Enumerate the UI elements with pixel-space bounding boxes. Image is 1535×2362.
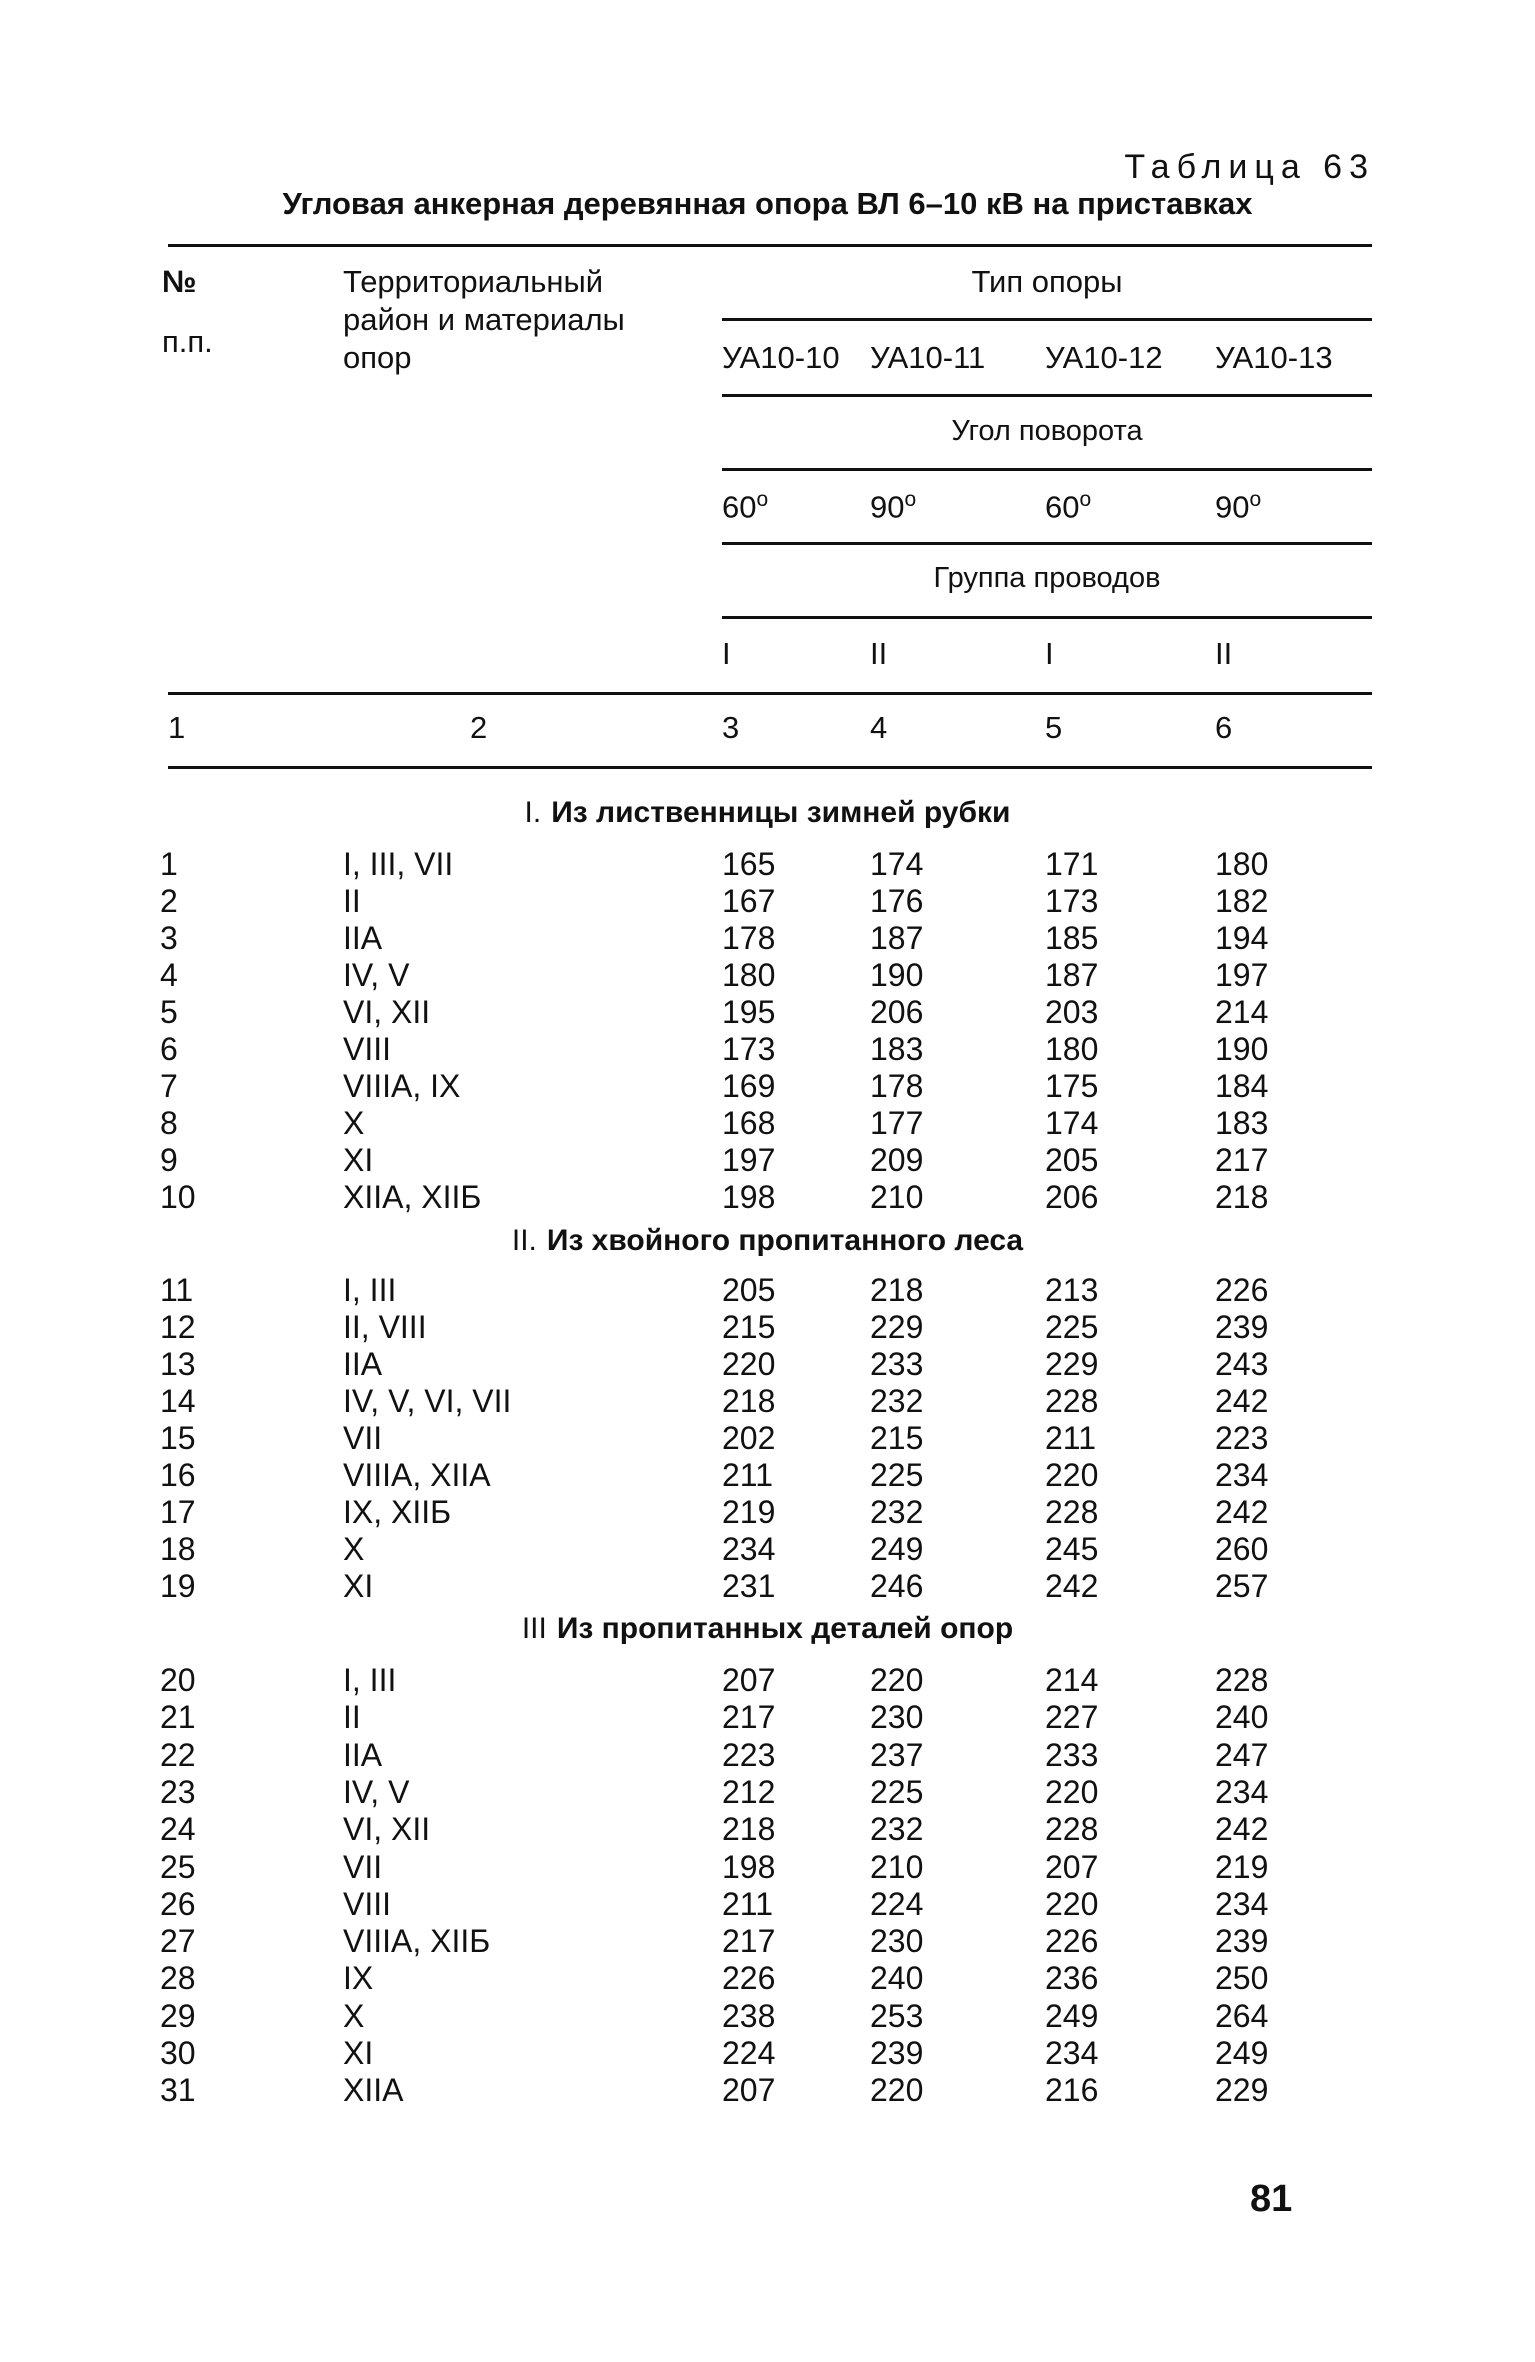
value-cell: 167 xyxy=(722,883,776,919)
district-cell: IV, V xyxy=(343,957,410,993)
row-number: 9 xyxy=(160,1142,178,1178)
value-cell: 215 xyxy=(870,1420,924,1456)
value-cell: 171 xyxy=(1045,846,1099,882)
value-cell: 229 xyxy=(1215,2072,1269,2108)
section-title: Из хвойного пропитанного леса xyxy=(546,1224,1024,1257)
value-cell: 168 xyxy=(722,1105,776,1141)
value-cell: 207 xyxy=(722,1662,776,1698)
value-cell: 250 xyxy=(1215,1960,1269,1996)
turn-angle-cell xyxy=(870,488,916,525)
header-district-line2: район и материалы xyxy=(343,302,625,337)
row-number: 10 xyxy=(160,1179,196,1215)
support-type-label: УА10-10 xyxy=(722,340,840,375)
value-cell: 239 xyxy=(870,2035,924,2071)
value-cell: 210 xyxy=(870,1179,924,1215)
value-cell: 257 xyxy=(1215,1568,1269,1604)
value-cell: 210 xyxy=(870,1849,924,1885)
value-cell: 195 xyxy=(722,994,776,1030)
value-cell: 183 xyxy=(1215,1105,1269,1141)
support-type-label: УА10-11 xyxy=(870,340,986,375)
district-cell: XI xyxy=(343,2035,374,2071)
district-cell: XI xyxy=(343,1568,374,1604)
rule-colnum-bottom xyxy=(168,766,1372,769)
header-no-pp: п.п. xyxy=(162,324,213,359)
value-cell: 213 xyxy=(1045,1272,1099,1308)
district-cell: IIA xyxy=(343,1346,383,1382)
support-type-label: УА10-13 xyxy=(1215,340,1333,375)
value-cell: 206 xyxy=(1045,1179,1099,1215)
row-number: 2 xyxy=(160,883,178,919)
turn-angle-value: 90 xyxy=(1215,489,1250,525)
rule-type-under xyxy=(722,318,1372,321)
value-cell: 182 xyxy=(1215,883,1269,919)
value-cell: 234 xyxy=(1045,2035,1099,2071)
row-number: 15 xyxy=(160,1420,196,1456)
rule-types-under xyxy=(722,394,1372,397)
value-cell: 239 xyxy=(1215,1309,1269,1345)
row-number: 23 xyxy=(160,1774,196,1810)
row-number: 13 xyxy=(160,1346,196,1382)
row-number: 11 xyxy=(160,1272,194,1308)
value-cell: 211 xyxy=(722,1886,774,1922)
value-cell: 174 xyxy=(870,846,924,882)
header-turn-angle: Угол поворота xyxy=(951,415,1143,447)
district-cell: IV, V xyxy=(343,1774,410,1810)
district-cell: XIIA xyxy=(343,2072,404,2108)
row-number: 21 xyxy=(160,1699,196,1735)
value-cell: 205 xyxy=(1045,1142,1099,1178)
value-cell: 187 xyxy=(1045,957,1099,993)
district-cell: II xyxy=(343,883,361,919)
district-cell: VIII xyxy=(343,1886,392,1922)
district-cell: VI, XII xyxy=(343,994,431,1030)
value-cell: 211 xyxy=(1045,1420,1097,1456)
value-cell: 177 xyxy=(870,1105,924,1141)
row-number: 3 xyxy=(160,920,178,956)
value-cell: 183 xyxy=(870,1031,924,1067)
value-cell: 228 xyxy=(1045,1494,1099,1530)
wire-group-label: I xyxy=(722,636,731,671)
value-cell: 219 xyxy=(1215,1849,1269,1885)
value-cell: 245 xyxy=(1045,1531,1099,1567)
row-number: 14 xyxy=(160,1383,196,1419)
section-heading xyxy=(0,1224,1535,1258)
value-cell: 185 xyxy=(1045,920,1099,956)
value-cell: 212 xyxy=(722,1774,776,1810)
row-number: 1 xyxy=(160,846,178,882)
degree-mark: o xyxy=(1079,488,1092,511)
turn-angle-cell xyxy=(1045,488,1091,525)
row-number: 28 xyxy=(160,1960,196,1996)
column-number: 6 xyxy=(1215,710,1233,745)
district-cell: X xyxy=(343,1998,365,2034)
value-cell: 219 xyxy=(722,1494,776,1530)
value-cell: 218 xyxy=(1215,1179,1269,1215)
column-number: 5 xyxy=(1045,710,1063,745)
value-cell: 229 xyxy=(1045,1346,1099,1382)
table-caption: Таблица 63 xyxy=(1124,148,1375,186)
column-number: 1 xyxy=(168,710,186,745)
value-cell: 215 xyxy=(722,1309,776,1345)
header-support-type: Тип опоры xyxy=(971,264,1123,299)
value-cell: 220 xyxy=(870,1662,924,1698)
value-cell: 234 xyxy=(722,1531,776,1567)
value-cell: 197 xyxy=(1215,957,1269,993)
page-number: 81 xyxy=(1250,2178,1293,2220)
district-cell: XI xyxy=(343,1142,374,1178)
value-cell: 234 xyxy=(1215,1774,1269,1810)
value-cell: 197 xyxy=(722,1142,776,1178)
value-cell: 223 xyxy=(722,1737,776,1773)
row-number: 5 xyxy=(160,994,178,1030)
value-cell: 249 xyxy=(870,1531,924,1567)
row-number: 29 xyxy=(160,1998,196,2034)
column-number: 3 xyxy=(722,710,740,745)
row-number: 27 xyxy=(160,1923,196,1959)
value-cell: 202 xyxy=(722,1420,776,1456)
value-cell: 225 xyxy=(1045,1309,1099,1345)
row-number: 31 xyxy=(160,2072,196,2108)
value-cell: 242 xyxy=(1215,1494,1269,1530)
row-number: 30 xyxy=(160,2035,196,2071)
row-number: 16 xyxy=(160,1457,196,1493)
value-cell: 209 xyxy=(870,1142,924,1178)
value-cell: 237 xyxy=(870,1737,924,1773)
value-cell: 239 xyxy=(1215,1923,1269,1959)
header-no: № xyxy=(162,264,197,299)
degree-mark: o xyxy=(904,488,917,511)
value-cell: 180 xyxy=(722,957,776,993)
value-cell: 240 xyxy=(1215,1699,1269,1735)
value-cell: 198 xyxy=(722,1179,776,1215)
header-wire-group: Группа проводов xyxy=(933,562,1161,594)
wire-group-label: I xyxy=(1045,636,1054,671)
value-cell: 175 xyxy=(1045,1068,1099,1104)
value-cell: 260 xyxy=(1215,1531,1269,1567)
turn-angle-value: 60 xyxy=(1045,489,1080,525)
turn-angle-cell xyxy=(1215,488,1261,525)
value-cell: 253 xyxy=(870,1998,924,2034)
district-cell: VIII xyxy=(343,1031,392,1067)
row-number: 22 xyxy=(160,1737,196,1773)
value-cell: 220 xyxy=(1045,1774,1099,1810)
value-cell: 220 xyxy=(870,2072,924,2108)
value-cell: 187 xyxy=(870,920,924,956)
value-cell: 243 xyxy=(1215,1346,1269,1382)
section-heading xyxy=(0,1612,1535,1646)
value-cell: 178 xyxy=(722,920,776,956)
value-cell: 231 xyxy=(722,1568,776,1604)
value-cell: 224 xyxy=(722,2035,776,2071)
degree-mark: o xyxy=(756,488,769,511)
row-number: 4 xyxy=(160,957,178,993)
value-cell: 180 xyxy=(1045,1031,1099,1067)
row-number: 19 xyxy=(160,1568,196,1604)
value-cell: 206 xyxy=(870,994,924,1030)
value-cell: 211 xyxy=(722,1457,774,1493)
value-cell: 232 xyxy=(870,1811,924,1847)
value-cell: 229 xyxy=(870,1309,924,1345)
section-number: II. xyxy=(511,1224,537,1257)
district-cell: I, III xyxy=(343,1272,397,1308)
rule-angles-under xyxy=(722,542,1372,545)
value-cell: 225 xyxy=(870,1457,924,1493)
district-cell: IX, XIIБ xyxy=(343,1494,452,1530)
value-cell: 249 xyxy=(1045,1998,1099,2034)
row-number: 6 xyxy=(160,1031,178,1067)
value-cell: 203 xyxy=(1045,994,1099,1030)
value-cell: 165 xyxy=(722,846,776,882)
value-cell: 218 xyxy=(870,1272,924,1308)
district-cell: IV, V, VI, VII xyxy=(343,1383,512,1419)
district-cell: VII xyxy=(343,1420,383,1456)
value-cell: 217 xyxy=(722,1699,776,1735)
value-cell: 190 xyxy=(1215,1031,1269,1067)
district-cell: I, III xyxy=(343,1662,397,1698)
value-cell: 233 xyxy=(870,1346,924,1382)
value-cell: 205 xyxy=(722,1272,776,1308)
section-heading xyxy=(0,796,1535,830)
value-cell: 176 xyxy=(870,883,924,919)
value-cell: 223 xyxy=(1215,1420,1269,1456)
value-cell: 169 xyxy=(722,1068,776,1104)
district-cell: VIIIA, XIIБ xyxy=(343,1923,491,1959)
district-cell: IIA xyxy=(343,920,383,956)
value-cell: 227 xyxy=(1045,1699,1099,1735)
row-number: 25 xyxy=(160,1849,196,1885)
value-cell: 226 xyxy=(1215,1272,1269,1308)
value-cell: 230 xyxy=(870,1923,924,1959)
turn-angle-value: 90 xyxy=(870,489,905,525)
value-cell: 218 xyxy=(722,1811,776,1847)
wire-group-label: II xyxy=(1215,636,1233,671)
row-number: 8 xyxy=(160,1105,178,1141)
value-cell: 238 xyxy=(722,1998,776,2034)
row-number: 17 xyxy=(160,1494,196,1530)
value-cell: 234 xyxy=(1215,1886,1269,1922)
value-cell: 232 xyxy=(870,1383,924,1419)
wire-group-label: II xyxy=(870,636,888,671)
value-cell: 225 xyxy=(870,1774,924,1810)
row-number: 7 xyxy=(160,1068,178,1104)
district-cell: VI, XII xyxy=(343,1811,431,1847)
value-cell: 207 xyxy=(1045,1849,1099,1885)
district-cell: VIIIA, IX xyxy=(343,1068,461,1104)
value-cell: 234 xyxy=(1215,1457,1269,1493)
value-cell: 216 xyxy=(1045,2072,1099,2108)
district-cell: VIIIA, XIIA xyxy=(343,1457,491,1493)
value-cell: 247 xyxy=(1215,1737,1269,1773)
value-cell: 240 xyxy=(870,1960,924,1996)
rule-angle-label-under xyxy=(722,468,1372,471)
value-cell: 264 xyxy=(1215,1998,1269,2034)
district-cell: II xyxy=(343,1699,361,1735)
column-number: 2 xyxy=(470,710,488,745)
value-cell: 198 xyxy=(722,1849,776,1885)
value-cell: 173 xyxy=(1045,883,1099,919)
table-title: Угловая анкерная деревянная опора ВЛ 6–10 кВ на приставках xyxy=(282,186,1253,221)
section-title: Из пропитанных деталей опор xyxy=(556,1612,1014,1645)
value-cell: 236 xyxy=(1045,1960,1099,1996)
value-cell: 220 xyxy=(1045,1886,1099,1922)
row-number: 18 xyxy=(160,1531,196,1567)
district-cell: IX xyxy=(343,1960,374,1996)
rule-top xyxy=(168,244,1372,247)
district-cell: X xyxy=(343,1531,365,1567)
value-cell: 228 xyxy=(1045,1383,1099,1419)
district-cell: II, VIII xyxy=(343,1309,427,1345)
turn-angle-value: 60 xyxy=(722,489,757,525)
district-cell: VII xyxy=(343,1849,383,1885)
value-cell: 174 xyxy=(1045,1105,1099,1141)
header-district-line1: Территориальный xyxy=(343,264,604,299)
district-cell: X xyxy=(343,1105,365,1141)
value-cell: 173 xyxy=(722,1031,776,1067)
support-type-label: УА10-12 xyxy=(1045,340,1163,375)
value-cell: 190 xyxy=(870,957,924,993)
value-cell: 224 xyxy=(870,1886,924,1922)
value-cell: 207 xyxy=(722,2072,776,2108)
rule-group-label-under xyxy=(722,616,1372,619)
value-cell: 220 xyxy=(1045,1457,1099,1493)
district-cell: I, III, VII xyxy=(343,846,454,882)
district-cell: XIIA, XIIБ xyxy=(343,1179,482,1215)
value-cell: 242 xyxy=(1215,1383,1269,1419)
value-cell: 194 xyxy=(1215,920,1269,956)
value-cell: 228 xyxy=(1045,1811,1099,1847)
section-number: III xyxy=(521,1612,547,1645)
row-number: 24 xyxy=(160,1811,196,1847)
value-cell: 180 xyxy=(1215,846,1269,882)
value-cell: 242 xyxy=(1045,1568,1099,1604)
rule-header-bottom xyxy=(168,692,1372,695)
row-number: 20 xyxy=(160,1662,196,1698)
value-cell: 214 xyxy=(1215,994,1269,1030)
value-cell: 249 xyxy=(1215,2035,1269,2071)
row-number: 26 xyxy=(160,1886,196,1922)
value-cell: 218 xyxy=(722,1383,776,1419)
row-number: 12 xyxy=(160,1309,196,1345)
section-number: I. xyxy=(524,796,542,829)
turn-angle-cell xyxy=(722,488,768,525)
column-number: 4 xyxy=(870,710,888,745)
value-cell: 220 xyxy=(722,1346,776,1382)
value-cell: 232 xyxy=(870,1494,924,1530)
value-cell: 217 xyxy=(1215,1142,1269,1178)
value-cell: 217 xyxy=(722,1923,776,1959)
value-cell: 230 xyxy=(870,1699,924,1735)
value-cell: 178 xyxy=(870,1068,924,1104)
section-title: Из лиственницы зимней рубки xyxy=(551,796,1011,829)
district-cell: IIA xyxy=(343,1737,383,1773)
value-cell: 226 xyxy=(722,1960,776,1996)
value-cell: 184 xyxy=(1215,1068,1269,1104)
value-cell: 228 xyxy=(1215,1662,1269,1698)
value-cell: 233 xyxy=(1045,1737,1099,1773)
value-cell: 226 xyxy=(1045,1923,1099,1959)
header-district-line3: опор xyxy=(343,340,412,375)
degree-mark: o xyxy=(1249,488,1262,511)
value-cell: 246 xyxy=(870,1568,924,1604)
value-cell: 242 xyxy=(1215,1811,1269,1847)
value-cell: 214 xyxy=(1045,1662,1099,1698)
